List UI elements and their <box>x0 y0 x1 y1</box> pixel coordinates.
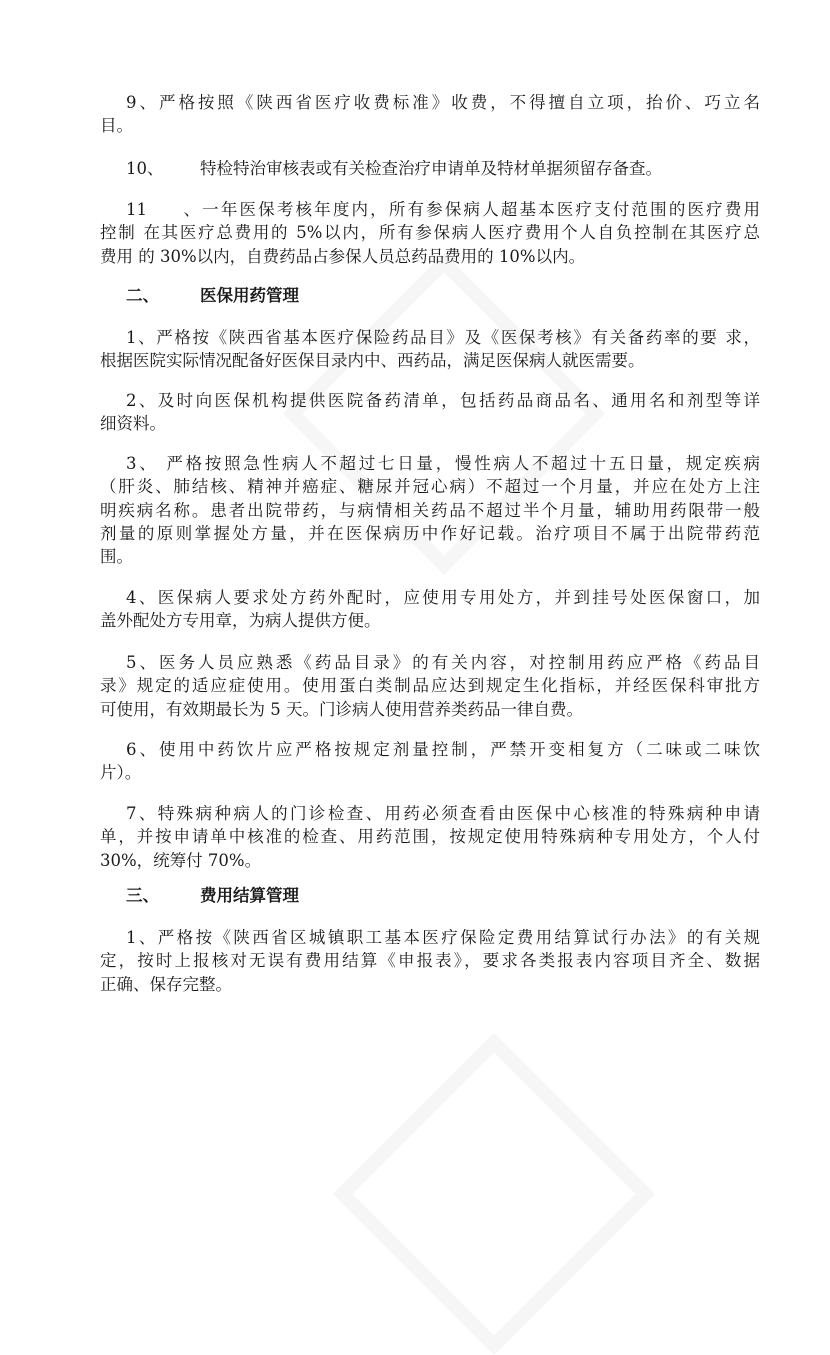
section2-paragraph <box>100 326 760 373</box>
section-heading-2 <box>126 284 299 308</box>
section-title: 医保用药管理 <box>200 286 299 305</box>
paragraph-line: 费用 的 30%以内，自费药品占参保人员总药品费用的 10%以内。 <box>100 246 586 266</box>
paragraph-p10 <box>100 157 760 180</box>
paragraph-line: 单，并按申请单中核准的检查、用药范围，按规定使用特殊病种专用处方，个人付 <box>100 827 760 847</box>
paragraph-line: 目。 <box>100 116 133 136</box>
paragraph-line: （肝炎、肺结核、精神并癌症、糖尿并冠心病）不超过一个月量，并应在处方上注 <box>100 477 760 497</box>
paragraph-line: 1、严格按《陕西省基本医疗保险药品目》及《医保考核》有关备药率的要 求， <box>126 328 760 347</box>
paragraph-p11 <box>100 198 760 268</box>
paragraph-line: 1、严格按《陕西省区城镇职工基本医疗保险定费用结算试行办法》的有关规 <box>126 928 760 947</box>
paragraph-line: 围。 <box>100 547 133 567</box>
section2-paragraph <box>100 651 760 721</box>
paragraph-line: 定，按时上报核对无误有费用结算《申报表》，要求各类报表内容项目齐全、数据 <box>100 951 760 971</box>
section2-paragraph <box>100 452 760 568</box>
item-number: 10、 <box>126 159 164 178</box>
section2-paragraph <box>100 802 760 872</box>
section3-paragraph <box>100 926 760 996</box>
paragraph-line: 30%，统筹付 70%。 <box>100 850 262 870</box>
paragraph-line: 4、医保病人要求处方药外配时，应使用专用处方，并到挂号处医保窗口，加 <box>126 588 760 607</box>
paragraph-line: 3、 严格按照急性病人不超过七日量，慢性病人不超过十五日量，规定疾病 <box>126 454 760 473</box>
section2-paragraph <box>100 389 760 436</box>
paragraph-line <box>100 157 760 180</box>
item-number: 11、 <box>126 200 200 219</box>
paragraph-line: 细资料。 <box>100 414 166 434</box>
paragraph-line: 7、特殊病种病人的门诊检查、用药必须查看由医保中心核准的特殊病种申请 <box>126 804 760 823</box>
paragraph-line: 5、医务人员应熟悉《药品目录》的有关内容，对控制用药应严格《药品目 <box>126 653 760 672</box>
item-text: 特检特治审核表或有关检查治疗申请单及特材单据须留存备查。 <box>200 159 662 178</box>
paragraph-line: 录》规定的适应症使用。使用蛋白类制品应达到规定生化指标，并经医保科审批方 <box>100 676 760 696</box>
item-text: 一年医保考核年度内，所有参保病人超基本医疗支付范围的医疗费用 <box>200 200 760 219</box>
section2-paragraph <box>100 586 760 633</box>
paragraph-line: 片）。 <box>100 763 142 783</box>
paragraph-line <box>100 198 760 221</box>
section-number: 二、 <box>126 286 159 305</box>
paragraph-line: 盖外配处方专用章，为病人提供方便。 <box>100 611 381 631</box>
paragraph-line: 9、严格按照《陕西省医疗收费标准》收费，不得擅自立项，抬价、巧立名 <box>126 93 760 112</box>
section2-paragraph <box>100 738 760 785</box>
section-number: 三、 <box>126 886 159 905</box>
section-heading-3 <box>126 884 299 908</box>
paragraph-line: 可使用，有效期最长为 5 天。门诊病人使用营养类药品一律自费。 <box>100 699 583 719</box>
paragraph-line: 明疾病名称。患者出院带药，与病情相关药品不超过半个月量，辅助用药限带一般 <box>100 500 760 520</box>
paragraph-p9 <box>100 91 760 138</box>
section-title: 费用结算管理 <box>200 886 299 905</box>
paragraph-line: 6、使用中药饮片应严格按规定剂量控制，严禁开变相复方（二味或二味饮 <box>126 740 760 759</box>
paragraph-line: 2、及时向医保机构提供医院备药清单，包括药品商品名、通用名和剂型等详 <box>126 391 760 410</box>
paragraph-line: 剂量的原则掌握处方量，并在医保病历中作好记载。治疗项目不属于出院带药范 <box>100 523 760 543</box>
watermark-shape <box>333 1033 655 1355</box>
paragraph-line: 控制 在其医疗总费用的 5%以内，所有参保病人医疗费用个人自负控制在其医疗总 <box>100 223 760 243</box>
paragraph-line: 正确、保存完整。 <box>100 974 232 994</box>
paragraph-line: 根据医院实际情况配备好医保目录内中、西药品，满足医保病人就医需要。 <box>100 351 645 371</box>
